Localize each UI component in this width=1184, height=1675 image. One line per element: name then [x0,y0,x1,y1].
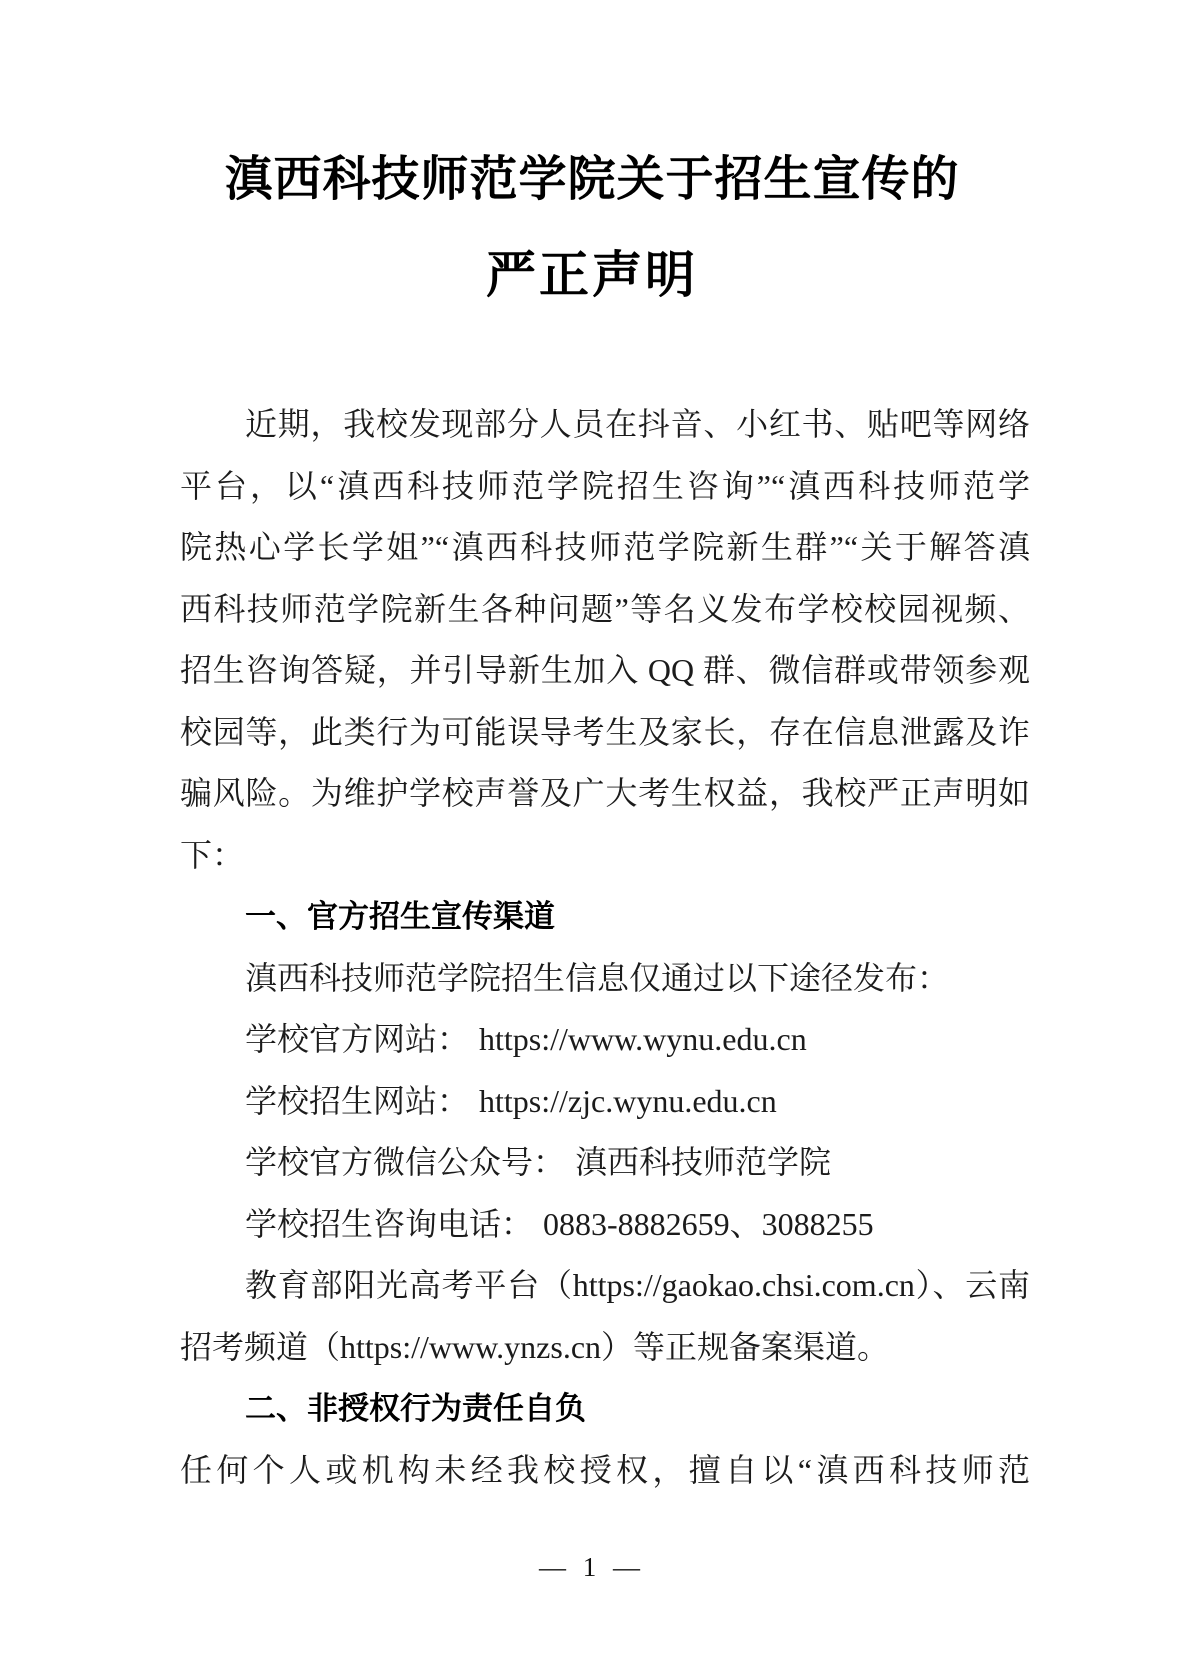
section1-extra-line-1: 教育部阳光高考平台（https://gaokao.chsi.com.cn）、云南 [245,1267,1030,1303]
intro-line-2: 平台，以“滇西科技师范学院招生咨询”“滇西科技师范学 [180,467,1030,504]
intro-line-4: 西科技师范学院新生各种问题”等名义发布学校校园视频、 [180,590,1030,627]
document-body [180,394,1030,1501]
channel-label: 学校招生网站： [245,1082,470,1119]
document-title [0,152,1184,303]
intro-line-8: 下： [180,836,245,873]
title-line-2: 严正声明 [486,247,698,303]
section2-heading: 二、非授权行为责任自负 [245,1391,586,1426]
intro-line-6: 校园等，此类行为可能误导考生及家长，存在信息泄露及诈 [180,713,1030,750]
channel-row-phone [180,1194,1030,1256]
section2-lead-line: 任何个人或机构未经我校授权，擅自以“滇西科技师范 [180,1451,1030,1488]
channel-label: 学校招生咨询电话： [245,1205,534,1242]
section1-extra-line-2: 招考频道（https://www.ynzs.cn）等正规备案渠道。 [180,1328,890,1365]
channel-url: https://www.wynu.edu.cn [479,1021,807,1057]
channel-label: 学校官方网站： [245,1021,470,1057]
channel-label: 学校官方微信公众号： [245,1144,566,1180]
section1-heading: 一、官方招生宣传渠道 [245,899,555,934]
title-line-1: 滇西科技师范学院关于招生宣传的 [224,153,960,206]
channel-value: 滇西科技师范学院 [575,1144,832,1180]
intro-line-7: 骗风险。为维护学校声誉及广大考生权益，我校严正声明如 [180,775,1030,811]
page-number: — 1 — [539,1552,645,1582]
channel-url: https://zjc.wynu.edu.cn [479,1082,777,1119]
intro-line-1: 近期，我校发现部分人员在抖音、小红书、贴吧等网络 [245,406,1030,442]
intro-line-5: 招生咨询答疑，并引导新生加入 QQ 群、微信群或带领参观 [180,652,1030,688]
intro-line-3: 院热心学长学姐”“滇西科技师范学院新生群”“关于解答滇 [180,529,1030,565]
channel-row-admissions-website [180,1071,1030,1133]
channel-row-official-website [180,1009,1030,1071]
section1-lead: 滇西科技师范学院招生信息仅通过以下途径发布： [245,959,950,996]
channel-row-wechat-account [180,1132,1030,1194]
channel-phone-numbers: 0883-8882659、3088255 [543,1205,874,1242]
